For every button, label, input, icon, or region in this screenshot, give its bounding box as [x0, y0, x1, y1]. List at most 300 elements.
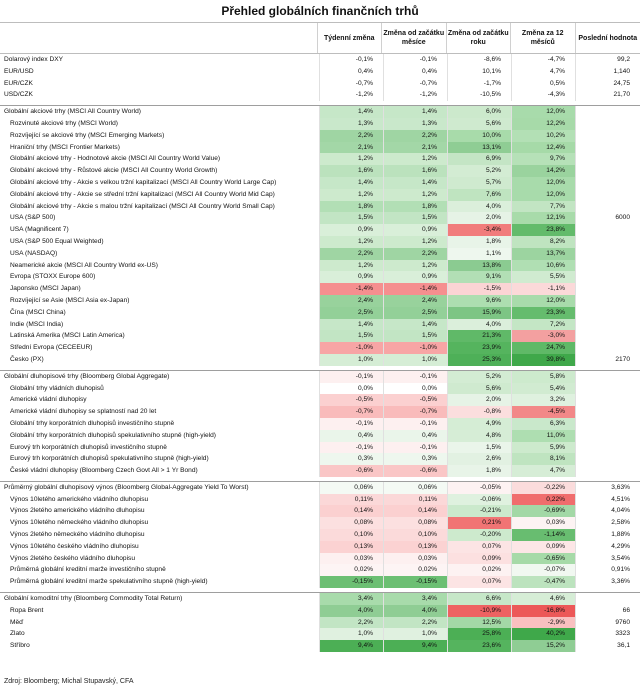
cell-12m: 10,2% — [511, 130, 575, 142]
cell-mtd: 0,4% — [383, 66, 447, 78]
cell-12m: 5,8% — [511, 371, 575, 383]
cell-12m: -2,9% — [511, 617, 575, 629]
cell-mtd: 2,2% — [383, 248, 447, 260]
cell-mtd: -0,1% — [383, 418, 447, 430]
table-row — [0, 430, 640, 442]
cell-weekly: -0,6% — [319, 465, 383, 477]
cell-12m: 10,6% — [511, 260, 575, 272]
cell-12m: 8,2% — [511, 236, 575, 248]
table-row — [0, 224, 640, 236]
cell-ytd: 0,07% — [447, 541, 511, 553]
page-title: Přehled globálních finančních trhů — [0, 0, 640, 23]
row-label: Stříbro — [10, 642, 30, 650]
cell-12m: 5,5% — [511, 271, 575, 283]
cell-mtd: -1,2% — [383, 89, 447, 101]
cell-ytd: 4,0% — [447, 201, 511, 213]
cell-ytd: -0,06% — [447, 494, 511, 506]
cell-12m: 0,09% — [511, 541, 575, 553]
cell-mtd: 1,2% — [383, 189, 447, 201]
row-label: Výnos 2letého českého vládního dluhopisu — [10, 554, 136, 562]
table-row — [0, 628, 640, 640]
cell-ytd: 4,0% — [447, 319, 511, 331]
cell-12m: -0,69% — [511, 505, 575, 517]
cell-weekly: 0,4% — [319, 430, 383, 442]
cell-mtd: 1,3% — [383, 118, 447, 130]
table-row — [0, 78, 640, 90]
cell-12m: 12,0% — [511, 177, 575, 189]
cell-12m: -0,65% — [511, 553, 575, 565]
cell-weekly: -0,1% — [319, 442, 383, 454]
cell-mtd: 0,9% — [383, 224, 447, 236]
row-label: Globální dluhopisové trhy (Bloomberg Global Aggregate) — [4, 372, 170, 380]
cell-mtd: 1,2% — [383, 260, 447, 272]
table-row — [0, 640, 640, 652]
cell-ytd: 2,0% — [447, 212, 511, 224]
cell-ytd: -0,21% — [447, 505, 511, 517]
cell-mtd: 4,0% — [383, 605, 447, 617]
row-label: Hraniční trhy (MSCI Frontier Markets) — [10, 143, 120, 151]
cell-weekly: -0,1% — [319, 418, 383, 430]
cell-12m: 0,03% — [511, 517, 575, 529]
cell-weekly: 1,2% — [319, 260, 383, 272]
row-label: EUR/CZK — [4, 79, 33, 87]
cell-last — [575, 465, 640, 477]
cell-ytd: 25,3% — [447, 354, 511, 366]
table-row — [0, 453, 640, 465]
table-row — [0, 593, 640, 605]
cell-ytd: 1,1% — [447, 248, 511, 260]
cell-last — [575, 130, 640, 142]
cell-weekly: 1,2% — [319, 236, 383, 248]
cell-mtd: 1,5% — [383, 212, 447, 224]
cell-weekly: -0,7% — [319, 406, 383, 418]
cell-12m: 7,7% — [511, 201, 575, 213]
row-label: Rozvíjející se akciové trhy (MSCI Emerging Markets) — [10, 131, 165, 139]
row-label: Výnos 2letého německého vládního dluhopisu — [10, 531, 145, 539]
header-weekly-change: Týdenní změna — [317, 23, 382, 53]
row-label: Globální komoditní trhy (Bloomberg Commodity Total Return) — [4, 595, 183, 603]
cell-ytd: 23,6% — [447, 640, 511, 652]
row-label: České vládní dluhopisy (Bloomberg Czech Govt All > 1 Yr Bond) — [10, 467, 198, 475]
cell-mtd: 3,4% — [383, 593, 447, 605]
table-section — [0, 54, 640, 101]
row-label: Globální trhy vládních dluhopisů — [10, 384, 104, 392]
cell-mtd: 2,2% — [383, 130, 447, 142]
table-row — [0, 153, 640, 165]
row-label: Ropa Brent — [10, 606, 44, 614]
cell-last: 4,51% — [575, 494, 640, 506]
row-label: Latinská Amerika (MSCI Latin America) — [10, 332, 125, 340]
cell-last: 1,88% — [575, 529, 640, 541]
row-label: Průměrná globální kreditní marže investičního stupně — [10, 566, 166, 574]
cell-last — [575, 260, 640, 272]
cell-weekly: 4,0% — [319, 605, 383, 617]
cell-last — [575, 371, 640, 383]
cell-mtd: 1,5% — [383, 330, 447, 342]
cell-ytd: 0,02% — [447, 564, 511, 576]
table-row — [0, 342, 640, 354]
row-label: EUR/USD — [4, 67, 34, 75]
table-row — [0, 189, 640, 201]
row-label: Výnos 10letého amerického vládního dluhopisu — [10, 495, 149, 503]
table-section — [0, 481, 640, 588]
cell-mtd: 9,4% — [383, 640, 447, 652]
cell-ytd: 2,6% — [447, 453, 511, 465]
table-row — [0, 494, 640, 506]
cell-last — [575, 118, 640, 130]
cell-weekly: -0,1% — [319, 371, 383, 383]
cell-mtd: 0,06% — [383, 482, 447, 494]
row-label: Čína (MSCI China) — [10, 308, 66, 316]
cell-ytd: 0,07% — [447, 576, 511, 588]
table-row — [0, 406, 640, 418]
cell-mtd: -0,15% — [383, 576, 447, 588]
cell-last — [575, 383, 640, 395]
cell-weekly: 2,2% — [319, 248, 383, 260]
cell-ytd: 13,1% — [447, 142, 511, 154]
cell-weekly: 1,2% — [319, 153, 383, 165]
cell-weekly: -1,2% — [319, 89, 383, 101]
cell-last — [575, 453, 640, 465]
cell-weekly: -0,15% — [319, 576, 383, 588]
cell-last: 36,1 — [575, 640, 640, 652]
cell-last: 3,54% — [575, 553, 640, 565]
cell-weekly: -0,1% — [319, 54, 383, 66]
cell-mtd: 0,9% — [383, 271, 447, 283]
cell-weekly: 1,6% — [319, 165, 383, 177]
cell-12m: 5,9% — [511, 442, 575, 454]
source-footer: Zdroj: Bloomberg; Michal Stupavský, CFA — [4, 678, 134, 685]
cell-weekly: 0,06% — [319, 482, 383, 494]
row-label: Japonsko (MSCI Japan) — [10, 285, 81, 293]
row-label: Výnos 10letého českého vládního dluhopisu — [10, 542, 139, 550]
table-row — [0, 482, 640, 494]
cell-12m: 7,2% — [511, 319, 575, 331]
cell-mtd: -0,6% — [383, 465, 447, 477]
cell-weekly: 0,08% — [319, 517, 383, 529]
cell-12m: -1,1% — [511, 283, 575, 295]
cell-last: 2,58% — [575, 517, 640, 529]
row-label: Globální akciové trhy - Akcie s malou tržní kapitalizací (MSCI All Country World Small Cap) — [10, 202, 275, 210]
cell-last — [575, 165, 640, 177]
cell-12m: 8,1% — [511, 453, 575, 465]
cell-12m: 12,0% — [511, 295, 575, 307]
header-12m-change: Změna za 12 měsíců — [510, 23, 575, 53]
row-label: Průměrná globální kreditní marže spekulativního stupně (high-yield) — [10, 578, 208, 586]
table-row — [0, 236, 640, 248]
row-label: Eurový trh korporátních dluhopisů investičního stupně — [10, 443, 167, 451]
table-row — [0, 564, 640, 576]
row-label: Globální trhy korporátních dluhopisů investičního stupně — [10, 419, 175, 427]
cell-weekly: 0,11% — [319, 494, 383, 506]
row-label: Česko (PX) — [10, 355, 44, 363]
cell-mtd: 1,0% — [383, 628, 447, 640]
row-label: USD/CZK — [4, 91, 33, 99]
cell-last — [575, 418, 640, 430]
cell-12m: -4,5% — [511, 406, 575, 418]
cell-12m: 15,2% — [511, 640, 575, 652]
cell-12m: 24,7% — [511, 342, 575, 354]
row-label: Výnos 2letého amerického vládního dluhopisu — [10, 507, 145, 515]
cell-mtd: -0,7% — [383, 406, 447, 418]
cell-ytd: 4,9% — [447, 418, 511, 430]
table-row — [0, 177, 640, 189]
cell-ytd: 4,8% — [447, 430, 511, 442]
cell-mtd: 0,08% — [383, 517, 447, 529]
cell-mtd: 0,3% — [383, 453, 447, 465]
cell-ytd: 1,8% — [447, 236, 511, 248]
cell-weekly: 9,4% — [319, 640, 383, 652]
table-row — [0, 271, 640, 283]
table-row — [0, 371, 640, 383]
cell-weekly: 2,2% — [319, 130, 383, 142]
row-label: Průměrný globální dluhopisový výnos (Bloomberg Global-Aggregate Yield To Worst) — [4, 483, 249, 491]
cell-last — [575, 224, 640, 236]
cell-last — [575, 295, 640, 307]
cell-weekly: 0,03% — [319, 553, 383, 565]
table-row — [0, 553, 640, 565]
cell-mtd: 0,4% — [383, 430, 447, 442]
cell-last: 4,29% — [575, 541, 640, 553]
cell-weekly: 1,8% — [319, 201, 383, 213]
cell-last — [575, 201, 640, 213]
cell-ytd: 2,0% — [447, 394, 511, 406]
cell-12m: 12,2% — [511, 118, 575, 130]
cell-ytd: 1,5% — [447, 442, 511, 454]
cell-last: 21,70 — [575, 89, 640, 101]
cell-mtd: 0,10% — [383, 529, 447, 541]
cell-12m: 39,8% — [511, 354, 575, 366]
cell-ytd: 9,1% — [447, 271, 511, 283]
cell-mtd: 0,03% — [383, 553, 447, 565]
table-row — [0, 517, 640, 529]
cell-last — [575, 271, 640, 283]
cell-mtd: 1,2% — [383, 153, 447, 165]
cell-last: 2170 — [575, 354, 640, 366]
cell-12m: 13,7% — [511, 248, 575, 260]
row-label: Americké vládní dluhopisy — [10, 396, 87, 404]
cell-last: 3,63% — [575, 482, 640, 494]
cell-last: 66 — [575, 605, 640, 617]
cell-ytd: -8,6% — [447, 54, 511, 66]
cell-mtd: 0,02% — [383, 564, 447, 576]
cell-ytd: 6,9% — [447, 153, 511, 165]
cell-mtd: -0,1% — [383, 54, 447, 66]
cell-12m: -4,7% — [511, 54, 575, 66]
cell-last — [575, 342, 640, 354]
row-label: Globální akciové trhy (MSCI All Country World) — [4, 108, 141, 116]
cell-mtd: 0,0% — [383, 383, 447, 395]
cell-weekly: 0,13% — [319, 541, 383, 553]
row-label: Globální akciové trhy - Hodnotové akcie (MSCI All Country World Value) — [10, 155, 221, 163]
row-label: Rozvíjející se Asie (MSCI Asia ex-Japan) — [10, 296, 130, 304]
table-header — [0, 23, 640, 54]
header-mtd-change: Změna od začátku měsíce — [381, 23, 446, 53]
cell-mtd: 2,5% — [383, 307, 447, 319]
cell-12m: 0,22% — [511, 494, 575, 506]
cell-weekly: 0,0% — [319, 383, 383, 395]
cell-ytd: 7,6% — [447, 189, 511, 201]
cell-last — [575, 442, 640, 454]
cell-mtd: -0,1% — [383, 371, 447, 383]
cell-ytd: -10,9% — [447, 605, 511, 617]
cell-mtd: -0,5% — [383, 394, 447, 406]
cell-12m: 9,7% — [511, 153, 575, 165]
table-row — [0, 394, 640, 406]
cell-ytd: 25,8% — [447, 628, 511, 640]
table-body — [0, 54, 640, 652]
cell-mtd: 1,4% — [383, 319, 447, 331]
cell-last: 6000 — [575, 212, 640, 224]
cell-mtd: 0,13% — [383, 541, 447, 553]
table-row — [0, 66, 640, 78]
table-row — [0, 118, 640, 130]
cell-last: 3323 — [575, 628, 640, 640]
cell-12m: 12,0% — [511, 189, 575, 201]
table-row — [0, 529, 640, 541]
cell-12m: -16,8% — [511, 605, 575, 617]
cell-12m: 12,0% — [511, 106, 575, 118]
cell-weekly: 3,4% — [319, 593, 383, 605]
header-label — [0, 23, 317, 53]
cell-last — [575, 593, 640, 605]
cell-ytd: 10,0% — [447, 130, 511, 142]
cell-ytd: 5,7% — [447, 177, 511, 189]
row-label: Výnos 10letého německého vládního dluhopisu — [10, 519, 149, 527]
cell-weekly: 1,4% — [319, 319, 383, 331]
cell-weekly: 2,1% — [319, 142, 383, 154]
cell-weekly: 1,5% — [319, 330, 383, 342]
cell-last — [575, 394, 640, 406]
table-row — [0, 383, 640, 395]
cell-12m: 4,6% — [511, 593, 575, 605]
cell-mtd: 0,11% — [383, 494, 447, 506]
cell-12m: 11,0% — [511, 430, 575, 442]
cell-12m: -0,07% — [511, 564, 575, 576]
cell-weekly: 0,02% — [319, 564, 383, 576]
cell-ytd: 12,5% — [447, 617, 511, 629]
cell-weekly: 1,0% — [319, 628, 383, 640]
row-label: USA (NASDAQ) — [10, 249, 58, 257]
cell-12m: 23,3% — [511, 307, 575, 319]
cell-weekly: 0,3% — [319, 453, 383, 465]
cell-last: 9760 — [575, 617, 640, 629]
cell-ytd: 23,9% — [447, 342, 511, 354]
table-row — [0, 106, 640, 118]
cell-last — [575, 248, 640, 260]
row-label: Rozvinuté akciové trhy (MSCI World) — [10, 119, 118, 127]
row-label: Neamerické akcie (MSCI All Country World ex-US) — [10, 261, 158, 269]
cell-12m: 12,1% — [511, 212, 575, 224]
cell-last — [575, 142, 640, 154]
cell-weekly: 0,9% — [319, 271, 383, 283]
cell-weekly: 0,9% — [319, 224, 383, 236]
cell-mtd: 1,4% — [383, 177, 447, 189]
cell-weekly: 0,14% — [319, 505, 383, 517]
cell-ytd: 0,21% — [447, 517, 511, 529]
cell-weekly: 2,5% — [319, 307, 383, 319]
row-label: Americké vládní dluhopisy se splatností nad 20 let — [10, 408, 157, 416]
cell-ytd: 15,9% — [447, 307, 511, 319]
cell-ytd: 13,8% — [447, 260, 511, 272]
cell-last — [575, 283, 640, 295]
cell-last — [575, 307, 640, 319]
table-row — [0, 505, 640, 517]
cell-last: 3,36% — [575, 576, 640, 588]
cell-weekly: 1,4% — [319, 177, 383, 189]
row-label: USA (S&P 500 Equal Weighted) — [10, 237, 104, 245]
cell-12m: 14,2% — [511, 165, 575, 177]
row-label: USA (S&P 500) — [10, 214, 56, 222]
table-row — [0, 283, 640, 295]
cell-last: 0,91% — [575, 564, 640, 576]
cell-ytd: -0,20% — [447, 529, 511, 541]
table-row — [0, 212, 640, 224]
table-row — [0, 617, 640, 629]
cell-12m: 6,3% — [511, 418, 575, 430]
cell-weekly: 1,5% — [319, 212, 383, 224]
row-label: Evropa (STOXX Europe 600) — [10, 273, 96, 281]
cell-ytd: 5,2% — [447, 371, 511, 383]
cell-12m: 40,2% — [511, 628, 575, 640]
row-label: Globální akciové trhy - Akcie se střední tržní kapitalizací (MSCI All Country World Mid Cap) — [10, 190, 275, 198]
row-label: USA (Magnificent 7) — [10, 226, 69, 234]
cell-weekly: 1,4% — [319, 106, 383, 118]
cell-last — [575, 189, 640, 201]
cell-12m: 3,2% — [511, 394, 575, 406]
cell-mtd: 1,4% — [383, 106, 447, 118]
table-row — [0, 319, 640, 331]
cell-mtd: 1,2% — [383, 236, 447, 248]
table-row — [0, 418, 640, 430]
table-row — [0, 54, 640, 66]
cell-weekly: 0,10% — [319, 529, 383, 541]
cell-12m: -0,22% — [511, 482, 575, 494]
cell-mtd: 1,8% — [383, 201, 447, 213]
cell-ytd: 5,2% — [447, 165, 511, 177]
cell-12m: -0,47% — [511, 576, 575, 588]
cell-weekly: -1,0% — [319, 342, 383, 354]
cell-ytd: -10,5% — [447, 89, 511, 101]
cell-mtd: 0,14% — [383, 505, 447, 517]
cell-weekly: 1,2% — [319, 189, 383, 201]
cell-last: 1,140 — [575, 66, 640, 78]
table-row — [0, 354, 640, 366]
cell-ytd: 6,6% — [447, 593, 511, 605]
table-row — [0, 307, 640, 319]
cell-last — [575, 106, 640, 118]
table-row — [0, 130, 640, 142]
table-row — [0, 576, 640, 588]
cell-mtd: 2,1% — [383, 142, 447, 154]
cell-last — [575, 406, 640, 418]
cell-12m: -1,14% — [511, 529, 575, 541]
row-label: Zlato — [10, 630, 25, 638]
row-label: Střední Evropa (CECEEUR) — [10, 344, 93, 352]
cell-last — [575, 430, 640, 442]
cell-weekly: 1,0% — [319, 354, 383, 366]
row-label: Eurový trh korporátních dluhopisů spekulativního stupně (high-yield) — [10, 455, 209, 463]
table-row — [0, 465, 640, 477]
cell-12m: 0,5% — [511, 78, 575, 90]
row-label: Globální akciové trhy - Akcie s velkou tržní kapitalizací (MSCI All Country World Large Cap) — [10, 178, 277, 186]
cell-last: 99,2 — [575, 54, 640, 66]
cell-ytd: -3,4% — [447, 224, 511, 236]
cell-ytd: 21,3% — [447, 330, 511, 342]
row-label: Globální trhy korporátních dluhopisů spekulativního stupně (high-yield) — [10, 431, 216, 439]
cell-ytd: 0,09% — [447, 553, 511, 565]
table-row — [0, 201, 640, 213]
